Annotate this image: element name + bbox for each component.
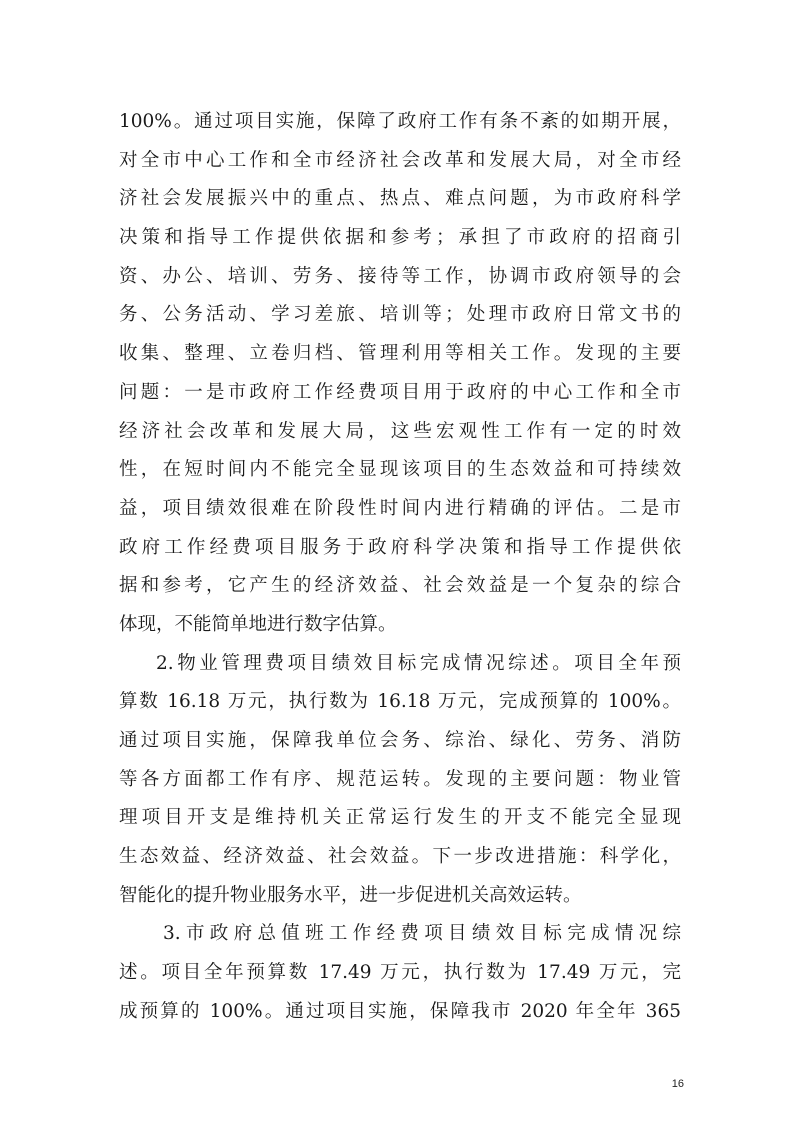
text-line: 决策和指导工作提供依据和参考；承担了市政府的招商引 xyxy=(119,227,681,249)
paragraph-start-line: 2.物业管理费项目绩效目标完成情况综述。项目全年预 xyxy=(156,652,681,674)
text-line: 算数 16.18 万元，执行数为 16.18 万元，完成预算的 100%。 xyxy=(119,691,681,713)
text-line: 理项目开支是维持机关正常运行发生的开支不能完全显现 xyxy=(119,807,681,829)
text-line: 生态效益、经济效益、社会效益。下一步改进措施：科学化， xyxy=(119,846,681,868)
paragraph-end-line: 智能化的提升物业服务水平，进一步促进机关高效运转。 xyxy=(119,884,582,906)
text-line: 通过项目实施，保障我单位会务、综治、绿化、劳务、消防 xyxy=(119,730,681,751)
text-line: 述。项目全年预算数 17.49 万元，执行数为 17.49 万元，完 xyxy=(119,962,681,984)
text-line: 政府工作经费项目服务于政府科学决策和指导工作提供依 xyxy=(119,536,681,558)
body-text xyxy=(119,103,681,1032)
paragraph-start-line: 3.市政府总值班工作经费项目绩效目标完成情况综 xyxy=(163,923,681,945)
text-line: 问题：一是市政府工作经费项目用于政府的中心工作和全市 xyxy=(119,381,681,403)
text-line: 收集、整理、立卷归档、管理利用等相关工作。发现的主要 xyxy=(119,343,681,365)
text-line: 济社会发展振兴中的重点、热点、难点问题，为市政府科学 xyxy=(119,188,681,210)
text-line: 对全市中心工作和全市经济社会改革和发展大局，对全市经 xyxy=(119,149,681,171)
text-line: 性，在短时间内不能完全显现该项目的生态效益和可持续效 xyxy=(119,459,681,481)
text-line: 务、公务活动、学习差旅、培训等；处理市政府日常文书的 xyxy=(119,304,681,326)
text-line: 经济社会改革和发展大局，这些宏观性工作有一定的时效 xyxy=(119,420,681,442)
text-line: 资、办公、培训、劳务、接待等工作，协调市政府领导的会 xyxy=(119,265,681,287)
text-line: 据和参考，它产生的经济效益、社会效益是一个复杂的综合 xyxy=(119,575,681,597)
text-line: 益，项目绩效很难在阶段性时间内进行精确的评估。二是市 xyxy=(119,497,681,519)
text-line: 100%。通过项目实施，保障了政府工作有条不紊的如期开展， xyxy=(119,111,681,132)
text-line: 成预算的 100%。通过项目实施，保障我市 2020 年全年 365 xyxy=(119,1000,681,1022)
paragraph-end-line: 体现，不能简单地进行数字估算。 xyxy=(119,613,397,635)
page-number: 16 xyxy=(671,1078,684,1090)
text-line: 等各方面都工作有序、规范运转。发现的主要问题：物业管 xyxy=(119,768,681,790)
